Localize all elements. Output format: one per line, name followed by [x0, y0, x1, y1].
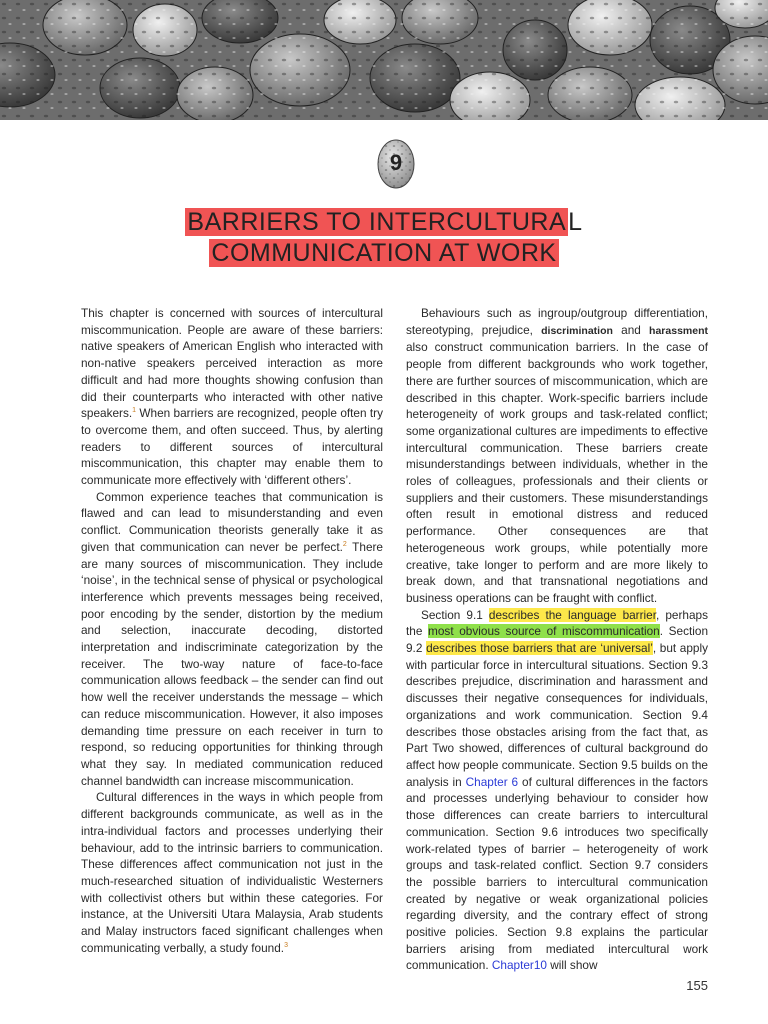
left-p2-text-b: There are many sources of miscommunication. They include ‘noise’, in the technical sense of physical or psychological interference which prevents messages being received, poor encoding by the sender, distortion by the medium and selection, inaccurate decoding, distorted interpretation and indiscriminate categorization by the receiver. The two-way nature of face-to-face communication allows feedback – the sender can find out how well the receiver understands the message – which can reduce miscommunication. However, it also imposes demanding time pressure on each receiver in turn to respond, so reducing opportunities for thinking through what they say. In mediated communication reduced channel bandwidth can increase miscommunication. — [81, 539, 383, 788]
left-paragraph-2 — [81, 489, 383, 790]
right-p2-text-e: of cultural differences in the factors and processes underlying behaviour to consider how those differences can create barriers to intercultural communication. Section 9.6 introduces two specifically work-related types of barrier – heterogeneity of work groups and task-related conflict. Section 9.7 considers the possible barriers to intercultural communication created by negative or weak organizational policies regarding diversity, and the contrary effect of strong positive policies. Section 9.8 explains the particular barriers arising from mediated intercultural work communication. — [406, 774, 708, 973]
right-paragraph-2 — [406, 607, 708, 974]
chapter-title — [0, 207, 768, 269]
chapter-title-line-2-highlighted: COMMUNICATION AT WORK — [211, 239, 557, 267]
chapter-6-link[interactable]: Chapter 6 — [465, 774, 519, 789]
left-p1-text-b: When barriers are recognized, people often try to overcome them, and often succeed. Thus, by alerting readers to different sources of intercultural miscommunication, this chapter may enable them to communicate more effectively with ‘different others’. — [81, 406, 383, 488]
chapter-title-line-1-rest: L — [568, 208, 583, 236]
glossary-term-harassment[interactable]: harassment — [649, 324, 708, 337]
right-p1-text-b: also construct communication barriers. In the case of people from different backgrounds who work together, there are further sources of miscommunication, which are described in this chapter. Work-specific barriers include heterogeneity of work groups and task-related conflict; some organizational cultures are impediments to effective intercultural communication. These barriers create misunderstandings between individuals, whether in the roles of colleagues, professionals and their clients or suppliers and their customers. These misunderstandings often result in emotional distress and reduced performance. Other consequences are that heterogeneous work groups, while potentially more creative, take longer to perform and are more likely to break down, and that transnational negotiations and business operations can be fraught with conflict. — [406, 340, 708, 605]
left-paragraph-3 — [81, 789, 383, 956]
right-column — [406, 305, 708, 974]
right-p2-text-d: , but apply with particular force in intercultural situations. Section 9.3 describes prejudice, discrimination and harassment and discusses their negative consequences for individuals, organizations and work communication. Section 9.4 describes those obstacles arising from the fact that, as Part Two showed, differences of cultural background do affect how people communicate. Section 9.5 builds on the analysis in — [406, 641, 709, 789]
highlight-most-obvious-source[interactable]: most obvious source of miscommunication — [428, 624, 660, 639]
right-p2-text-f: will show — [546, 958, 598, 973]
footnote-ref-1[interactable]: 1 — [132, 407, 137, 415]
right-paragraph-1 — [406, 305, 708, 607]
right-p2-text-a: Section 9.1 — [421, 607, 489, 622]
page-number: 155 — [686, 978, 708, 993]
chapter-number-badge — [376, 136, 416, 190]
right-p1-and: and — [612, 322, 650, 337]
highlight-language-barrier[interactable]: describes the language barrier — [488, 607, 657, 622]
glossary-term-discrimination[interactable]: discrimination — [541, 324, 613, 337]
right-p2-text-c: . Section 9.2 — [406, 624, 709, 656]
chapter-10-link[interactable]: Chapter10 — [491, 958, 547, 973]
right-p1-text-a: Behaviours such as ingroup/outgroup differentiation, stereotyping, prejudice, — [406, 306, 708, 337]
highlight-universal-barriers[interactable]: describes those barriers that are ‘universal’ — [426, 641, 653, 656]
header-banner-image — [0, 0, 768, 120]
right-p2-text-b: , perhaps the — [406, 607, 708, 639]
footnote-ref-2[interactable]: 2 — [342, 540, 347, 548]
left-column — [81, 305, 383, 956]
footnote-ref-3[interactable]: 3 — [284, 941, 288, 949]
left-p3-text-a: Cultural differences in the ways in which people from different backgrounds communicate, as well as in the intra-individual factors and processes underlying their behaviour, add to the intrinsic barriers to communication. These differences affect communication not just in the much-researched situation of individualistic Westerners with collectivist others but within these categories. For instance, at the Universiti Utara Malaysia, Arab students and Malay instructors faced significant challenges when communicating verbally, a study found. — [81, 790, 383, 955]
chapter-title-line-1 — [0, 207, 768, 238]
left-p1-text-a: This chapter is concerned with sources of intercultural miscommunication. People are aware of these barriers: native speakers of American English who interacted with non-native speakers perceived interaction as more difficult and had more thoughts showing confusion than did their counterparts who interacted with other native speakers. — [81, 306, 383, 421]
chapter-number: 9 — [389, 150, 403, 175]
chapter-title-line-2 — [0, 238, 768, 269]
left-paragraph-1 — [81, 305, 383, 489]
left-p2-text-a: Common experience teaches that communication is flawed and can lead to misunderstanding and even conflict. Communication theorists generally take it as given that communication can never be perfect. — [81, 489, 383, 554]
chapter-title-highlighted: BARRIERS TO INTERCULTURA — [187, 208, 567, 236]
